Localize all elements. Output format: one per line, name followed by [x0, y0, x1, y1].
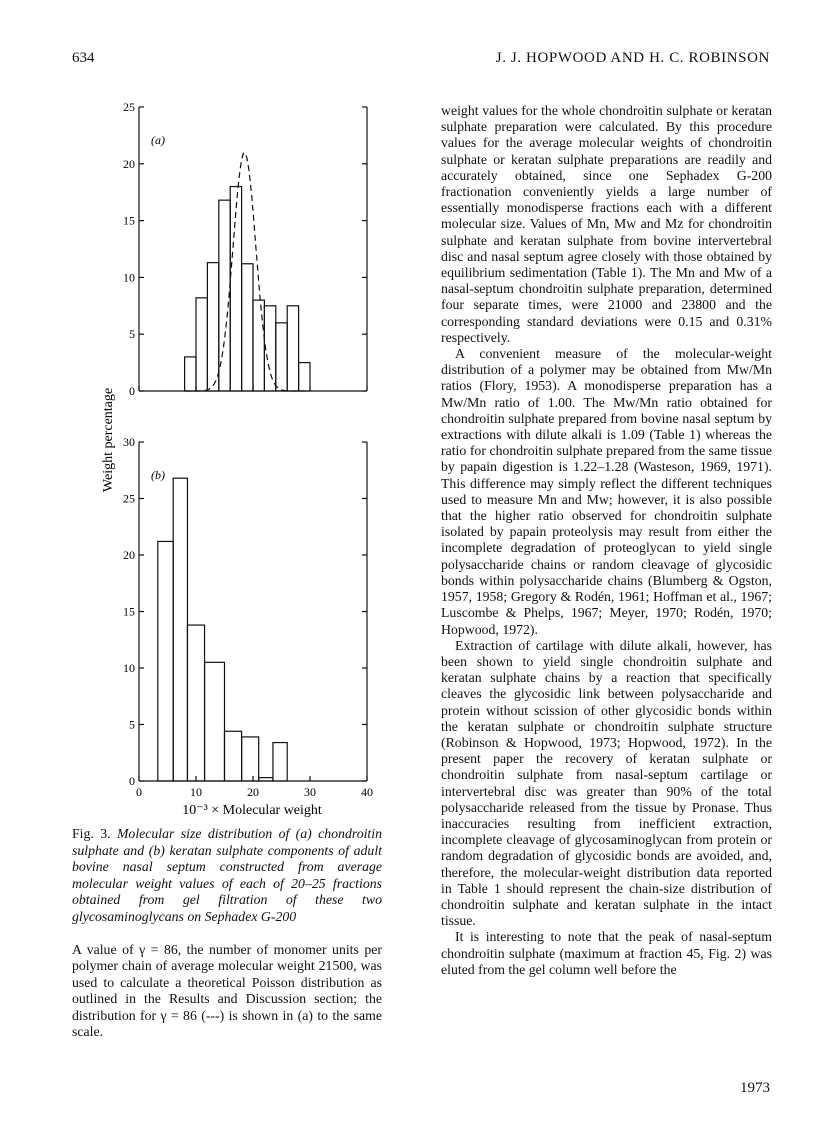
y-tick-label: 25 — [123, 491, 135, 506]
y-tick-label: 0 — [129, 384, 135, 398]
x-tick-label: 40 — [361, 785, 373, 799]
histogram-bar — [242, 264, 253, 391]
caption-lead: Fig. 3. — [72, 826, 117, 841]
panel-a — [123, 100, 367, 398]
page-number: 634 — [72, 50, 95, 66]
x-tick-label: 0 — [136, 785, 142, 799]
y-axis-label: Weight percentage — [101, 387, 116, 493]
histogram-bar — [287, 306, 298, 391]
y-tick-label: 0 — [129, 774, 135, 788]
histogram-bar — [173, 478, 187, 781]
panel-label: (a) — [151, 133, 165, 147]
paragraph: A convenient measure of the molecular-weight distribution of a polymer may be obtained from Mw/Mn ratios (Flory, 1953). A monodisperse preparation has a Mw/Mn ratio of 1.00. The Mw/Mn ratio obtained for chondroitin sulphate prepared from bovine nasal septum by extractions with dilute alkali is 1.09 (Table 1) whereas the ratio for chondroitin sulphate prepared from the same tissue by papain digestion is 1.22–1.28 (Wasteson, 1969, 1971). This difference may simply reflect the different techniques used to measure Mn and Mw; however, it is also possible that the higher ratio observed for chondroitin sulphate isolated by papain proteolysis may result from either the incomplete degradation of proteoglycan to yield single polysaccharide chains or random cleavage of glycosidic bonds within polysaccharide chains (Blumberg & Ogston, 1957, 1958; Gregory & Rodén, 1961; Hoffman et al., 1967; Luscombe & Phelps, 1967; Meyer, 1970; Rodén, 1970; Hopwood, 1972). — [441, 346, 772, 637]
histogram-bar — [299, 363, 310, 391]
footer-page-number: 1973 — [740, 1080, 770, 1096]
histogram-bar — [225, 731, 242, 781]
figure-note: A value of γ = 86, the number of monomer units per polymer chain of average molecular weight 21500, was used to calculate a theoretical Poisson distribution as outlined in the Results and Discussion section; the distribution for γ = 86 (---) is shown in (a) to the same scale. — [72, 942, 382, 1040]
y-tick-label: 15 — [123, 213, 135, 228]
y-tick-label: 5 — [129, 327, 135, 342]
histogram-bar — [205, 662, 225, 781]
histogram-bar — [196, 298, 207, 391]
histogram-bar — [259, 778, 273, 781]
y-tick-label: 10 — [123, 661, 135, 675]
y-tick-label: 20 — [123, 156, 135, 171]
histogram-bar — [187, 625, 204, 781]
histogram-bar — [158, 541, 173, 781]
panel-b — [123, 435, 373, 799]
histogram-bar — [185, 357, 196, 391]
paragraph: weight values for the whole chondroitin sulphate or keratan sulphate preparation were calculated. By this procedure values for the average molecular weights of chondroitin sulphate or keratan sulphate preparations are readily and accurately obtained, since one Sephadex G-200 fractionation conveniently yields a large number of essentially monodisperse fractions each with a different molecular size. Values of Mn, Mw and Mz for chondroitin sulphate and keratan sulphate from bovine intervertebral disc and nasal septum agree closely with those obtained by equilibrium sedimentation (Table 1). The Mn and Mw of a nasal-septum chondroitin sulphate preparation, determined four separate times, were 21000 and 23800 and the corresponding standard deviations were 0.15 and 0.31% respectively. — [441, 103, 772, 345]
histogram-bar — [242, 737, 259, 781]
y-tick-label: 30 — [123, 435, 135, 449]
histogram-bar — [253, 300, 264, 391]
running-head: J. J. HOPWOOD AND H. C. ROBINSON — [495, 50, 770, 66]
poisson-curve — [185, 152, 305, 391]
y-tick-label: 15 — [123, 604, 135, 619]
y-tick-label: 25 — [123, 100, 135, 114]
x-tick-label: 30 — [304, 785, 316, 799]
histogram-bar — [273, 743, 287, 781]
panel-label: (b) — [151, 468, 165, 482]
figure-3 — [0, 0, 420, 820]
x-tick-label: 20 — [247, 785, 259, 799]
y-tick-label: 10 — [123, 270, 135, 285]
histogram-bar — [207, 263, 218, 391]
caption-body: Molecular size distribution of (a) chondroitin sulphate and (b) keratan sulphate components of adult bovine nasal septum constructed from average molecular weight values of each of 20–25 fractions obtained from gel filtration of these two glycosaminoglycans on Sephadex G-200 — [72, 826, 383, 924]
paragraph: Extraction of cartilage with dilute alkali, however, has been shown to yield single chondroitin sulphate and keratan sulphate chains by a reaction that specifically cleaves the glycosidic link between polysaccharide and protein without scission of other glycosidic bonds within the keratan sulphate or chondroitin sulphate structure (Robinson & Hopwood, 1973; Hopwood, 1972). In the present paper the recovery of keratan sulphate or chondroitin sulphate from nasal-septum cartilage or intervertebral disc was greater than 90% of the total polysaccharide released from the tissue by Pronase. Thus inaccuracies resulting from inefficient extraction, incomplete cleavage of glycosaminoglycan from protein or random degradation of glycosidic bonds are avoided, and, therefore, the molecular-weight distribution data reported in Table 1 should represent the chain-size distribution of chondroitin sulphate and keratan sulphate in the intact tissue. — [441, 637, 772, 929]
body-column — [441, 103, 772, 978]
paragraph: It is interesting to note that the peak of nasal-septum chondroitin sulphate (maximum at fraction 45, Fig. 2) was eluted from the gel column well before the — [441, 929, 772, 977]
y-tick-label: 5 — [129, 717, 135, 732]
figure-caption — [72, 826, 382, 926]
y-tick-label: 20 — [123, 548, 135, 562]
x-axis-label: 10⁻³ × Molecular weight — [182, 803, 322, 818]
histogram-bar — [276, 323, 287, 391]
x-tick-label: 10 — [190, 785, 202, 799]
